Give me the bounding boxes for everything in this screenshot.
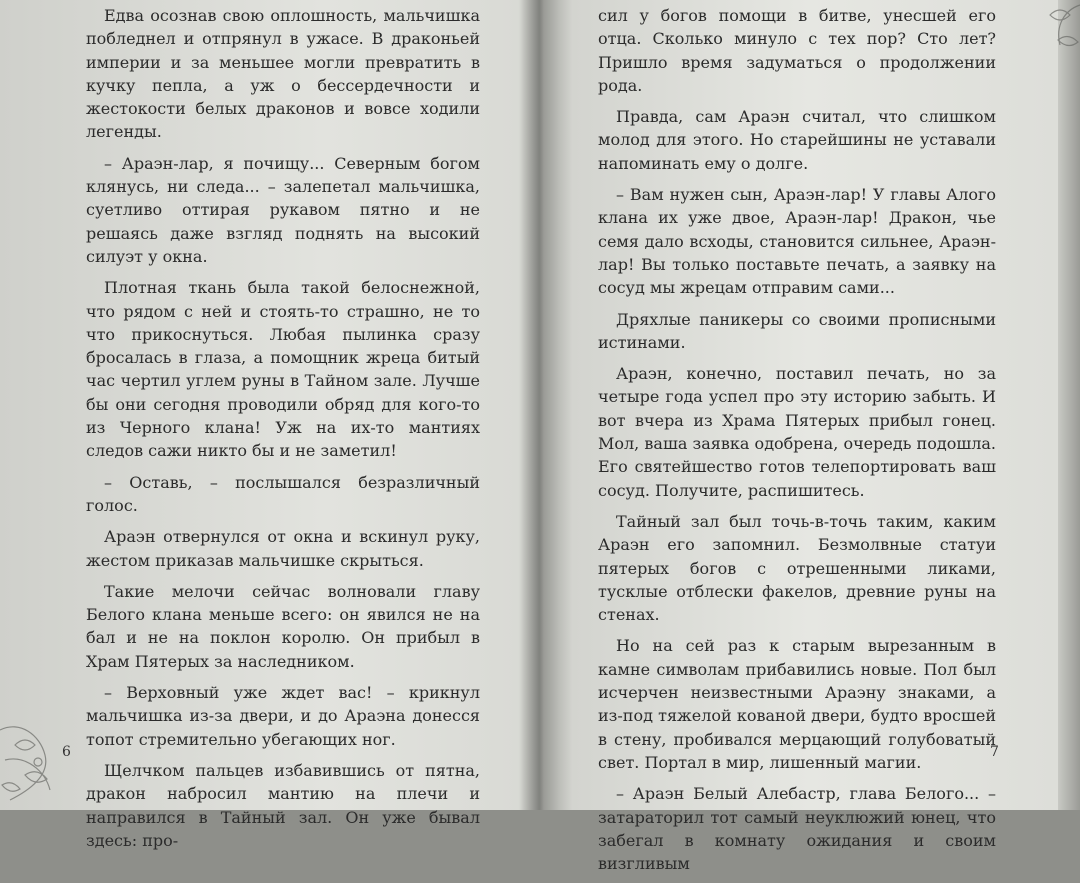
paragraph: Плотная ткань была такой белоснежной, что рядом с ней и стоять-то страшно, не то что прикоснуться. Любая пылинка сразу бросалась в глаза, а помощник жреца битый час чертил углем руны в Тайном зале. Лучше бы они сегодня проводили обряд для кого-то из Черного клана! Уж на их-то мантиях следов сажи никто бы и не заметил! [86,278,480,461]
page-edge [1058,0,1080,810]
left-page [86,4,480,860]
page-number: 7 [990,744,999,760]
paragraph: Правда, сам Араэн считал, что слишком молод для этого. Но старейшины не уставали напоминать ему о долге. [598,107,996,173]
paragraph: – Верховный уже ждет вас! – крикнул мальчишка из-за двери, и до Араэна донесся топот стремительно убегающих ног. [86,683,480,749]
paragraph: Араэн отвернулся от окна и вскинул руку, жестом приказав мальчишке скрыться. [86,527,480,570]
paragraph: Такие мелочи сейчас волновали главу Белого клана меньше всего: он явился не на бал и не на поклон королю. Он прибыл в Храм Пятерых за наследником. [86,581,480,671]
paragraph: Дряхлые паникеры со своими прописными истинами. [598,309,996,352]
paragraph: – Араэн Белый Алебастр, глава Белого... – затараторил тот самый неуклюжий юнец, что забегал в комнату ожидания и своим визгливым [598,784,996,874]
paragraph: Но на сей раз к старым вырезанным в камне символам прибавились новые. Пол был исчерчен неизвестными Араэну знаками, а из-под тяжелой кованой двери, будто вросшей в стену, пробивался мерцающий голубоватый свет. Портал в мир, лишенный магии. [598,636,996,772]
paragraph-continuation: сил у богов помощи в битве, унесшей его отца. Сколько минуло с тех пор? Сто лет? Пришло время задуматься о продолжении рода. [598,6,996,95]
paragraph: Араэн, конечно, поставил печать, но за четыре года успел про эту историю забыть. И вот вчера из Храма Пятерых прибыл гонец. Мол, ваша заявка одобрена, очередь подошла. Его святейшество готов телепортировать ваш сосуд. Получите, распишитесь. [598,364,996,500]
page-number: 6 [62,744,71,760]
floral-ornament-icon [1030,0,1080,70]
paragraph: – Оставь, – послышался безразличный голос. [86,472,480,515]
paragraph: – Вам нужен сын, Араэн-лар! У главы Алого клана их уже двое, Араэн-лар! Дракон, чье семя дало всходы, становится сильнее, Араэн-лар! Вы только поставьте печать, а заявку на сосуд мы жрецам отправим сами... [598,185,996,298]
paragraph: – Араэн-лар, я почищу... Северным богом клянусь, ни следа... – залепетал мальчишка, суетливо оттирая рукавом пятно и не решаясь даже взгляд поднять на высокий силуэт у окна. [86,153,480,266]
book-gutter [520,0,560,810]
paragraph: Едва осознав свою оплошность, мальчишка побледнел и отпрянул в ужасе. В драконьей империи и за меньшее могли превратить в кучку пепла, а уж о бессердечности и жестокости белых драконов и вовсе ходили легенды. [86,6,480,142]
paragraph: Щелчком пальцев избавившись от пятна, дракон набросил мантию на плечи и направился в Тайный зал. Он уже бывал здесь: про- [86,760,480,850]
paragraph: Тайный зал был точь-в-точь таким, каким Араэн его запомнил. Безмолвные статуи пятерых богов с отрешенными ликами, тусклые отблески факелов, древние руны на стенах. [598,511,996,625]
right-page [598,4,996,883]
